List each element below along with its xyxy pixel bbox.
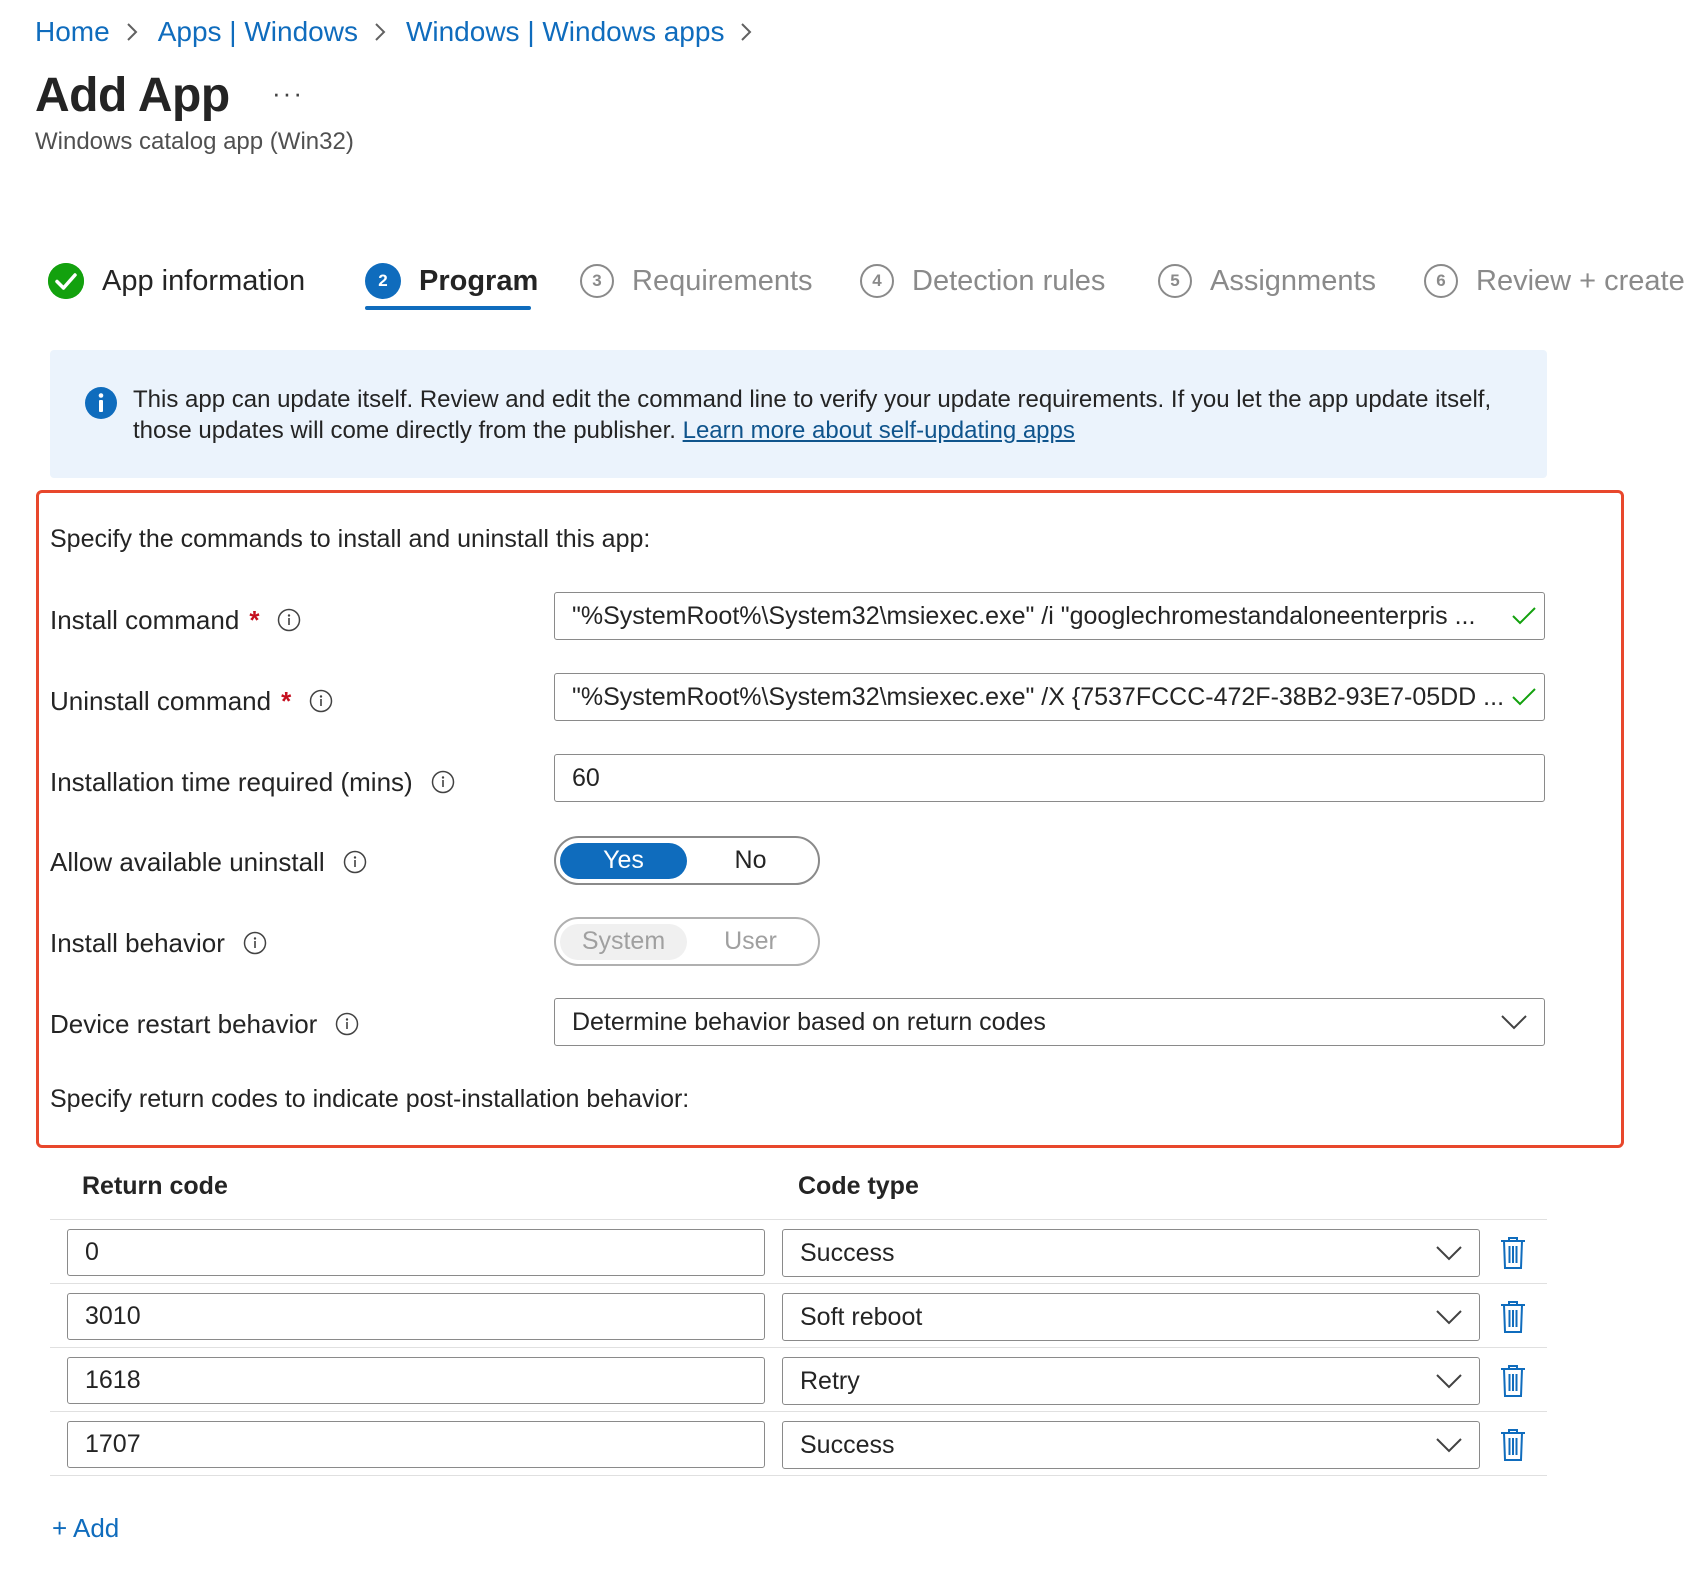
selected-value: Retry bbox=[800, 1366, 860, 1395]
toggle-option-system: System bbox=[560, 924, 687, 960]
info-icon[interactable] bbox=[343, 850, 367, 874]
step-label: Assignments bbox=[1210, 264, 1377, 297]
input-value: 1618 bbox=[85, 1366, 141, 1394]
chevron-down-icon bbox=[1419, 1437, 1479, 1453]
chevron-down-icon bbox=[1484, 1014, 1544, 1030]
input-value: "%SystemRoot%\System32\msiexec.exe" /X {7537FCCC-472F-38B2-93E7-05DD ... bbox=[572, 682, 1504, 711]
breadcrumb bbox=[35, 12, 772, 52]
step-number: 3 bbox=[580, 264, 614, 298]
checkmark-icon bbox=[1504, 687, 1544, 707]
toggle-option-user: User bbox=[724, 927, 777, 955]
column-header-return-code: Return code bbox=[82, 1172, 228, 1200]
more-options-button[interactable]: ··· bbox=[272, 78, 304, 108]
uninstall-command-input[interactable] bbox=[554, 673, 1545, 721]
required-marker: * bbox=[281, 685, 292, 716]
chevron-down-icon bbox=[1419, 1309, 1479, 1325]
banner-message bbox=[133, 384, 1533, 446]
info-icon[interactable] bbox=[243, 931, 267, 955]
input-value: 3010 bbox=[85, 1302, 141, 1330]
chevron-down-icon bbox=[1419, 1373, 1479, 1389]
input-value: 60 bbox=[572, 763, 600, 792]
input-value: 1707 bbox=[85, 1430, 141, 1458]
selected-value: Soft reboot bbox=[800, 1302, 923, 1331]
wizard-steps bbox=[48, 250, 1688, 320]
field-label: Install behavior bbox=[50, 927, 225, 958]
table-divider bbox=[50, 1219, 1547, 1220]
uninstall-command-label bbox=[50, 681, 333, 721]
table-divider bbox=[50, 1283, 1547, 1284]
add-return-code-button[interactable]: + Add bbox=[52, 1513, 120, 1543]
breadcrumb-apps-windows[interactable]: Apps | Windows bbox=[157, 16, 358, 47]
tab-app-information[interactable] bbox=[48, 250, 305, 312]
step-label: Program bbox=[419, 264, 539, 297]
checkmark-circle-icon bbox=[48, 263, 84, 299]
info-icon bbox=[84, 386, 118, 425]
delete-icon[interactable] bbox=[1496, 1233, 1530, 1273]
delete-icon[interactable] bbox=[1496, 1297, 1530, 1337]
field-label: Uninstall command bbox=[50, 685, 272, 716]
code-type-dropdown[interactable] bbox=[782, 1421, 1480, 1469]
field-label: Allow available uninstall bbox=[50, 846, 325, 877]
code-type-dropdown[interactable] bbox=[782, 1293, 1480, 1341]
chevron-right-icon bbox=[724, 17, 772, 47]
tab-review-create[interactable] bbox=[1424, 250, 1685, 312]
breadcrumb-home[interactable]: Home bbox=[35, 16, 110, 47]
code-type-dropdown[interactable] bbox=[782, 1357, 1480, 1405]
field-label: Device restart behavior bbox=[50, 1008, 318, 1039]
highlight-frame bbox=[36, 490, 1624, 1148]
info-icon[interactable] bbox=[335, 1012, 359, 1036]
tab-assignments[interactable] bbox=[1158, 250, 1376, 312]
table-divider bbox=[50, 1411, 1547, 1412]
chevron-right-icon bbox=[358, 17, 406, 47]
field-label: Installation time required (mins) bbox=[50, 766, 413, 797]
active-tab-indicator bbox=[365, 306, 531, 310]
delete-icon[interactable] bbox=[1496, 1361, 1530, 1401]
code-type-dropdown[interactable] bbox=[782, 1229, 1480, 1277]
field-label: Install command bbox=[50, 604, 240, 635]
breadcrumb-windows-apps[interactable]: Windows | Windows apps bbox=[405, 16, 725, 47]
banner-text: This app can update itself. Review and edit the command line to verify your update requirements. If you let the app update itself, those updates will come directly from the publisher. bbox=[133, 386, 1492, 444]
return-code-input[interactable] bbox=[67, 1229, 765, 1276]
chevron-right-icon bbox=[110, 17, 158, 47]
toggle-option-yes[interactable]: Yes bbox=[560, 843, 687, 879]
allow-uninstall-label bbox=[50, 842, 367, 882]
page-title: Add App bbox=[35, 69, 230, 122]
install-behavior-label bbox=[50, 923, 267, 963]
step-label: Detection rules bbox=[912, 264, 1106, 297]
install-command-input[interactable] bbox=[554, 592, 1545, 640]
tab-detection-rules[interactable] bbox=[860, 250, 1105, 312]
step-number: 2 bbox=[365, 263, 401, 299]
restart-behavior-label bbox=[50, 1004, 359, 1044]
restart-behavior-dropdown[interactable] bbox=[554, 998, 1545, 1046]
selected-value: Determine behavior based on return codes bbox=[572, 1007, 1046, 1036]
return-code-input[interactable] bbox=[67, 1357, 765, 1404]
input-value: 0 bbox=[85, 1238, 99, 1266]
allow-uninstall-toggle[interactable] bbox=[554, 836, 820, 885]
tab-program[interactable] bbox=[365, 250, 538, 312]
step-number: 4 bbox=[860, 264, 894, 298]
step-label: App information bbox=[102, 264, 306, 297]
commands-heading: Specify the commands to install and uninstall this app: bbox=[50, 525, 651, 553]
install-time-input[interactable] bbox=[554, 754, 1545, 802]
column-header-code-type: Code type bbox=[798, 1172, 919, 1200]
step-number: 6 bbox=[1424, 264, 1458, 298]
info-banner bbox=[50, 350, 1547, 478]
checkmark-icon bbox=[1504, 606, 1544, 626]
learn-more-link[interactable]: Learn more about self-updating apps bbox=[682, 417, 1075, 444]
tab-requirements[interactable] bbox=[580, 250, 813, 312]
install-command-label bbox=[50, 600, 301, 640]
chevron-down-icon bbox=[1419, 1245, 1479, 1261]
install-behavior-toggle bbox=[554, 917, 820, 966]
info-icon[interactable] bbox=[277, 608, 301, 632]
selected-value: Success bbox=[800, 1430, 895, 1459]
page-subtitle: Windows catalog app (Win32) bbox=[35, 128, 354, 155]
table-divider bbox=[50, 1475, 1547, 1476]
install-time-label bbox=[50, 762, 455, 802]
delete-icon[interactable] bbox=[1496, 1425, 1530, 1465]
table-divider bbox=[50, 1347, 1547, 1348]
input-value: "%SystemRoot%\System32\msiexec.exe" /i "googlechromestandaloneenterpris ... bbox=[572, 601, 1476, 630]
toggle-option-no[interactable]: No bbox=[734, 846, 767, 874]
return-code-input[interactable] bbox=[67, 1421, 765, 1468]
info-icon[interactable] bbox=[309, 689, 333, 713]
info-icon[interactable] bbox=[431, 770, 455, 794]
step-number: 5 bbox=[1158, 264, 1192, 298]
return-code-input[interactable] bbox=[67, 1293, 765, 1340]
step-label: Requirements bbox=[632, 264, 813, 297]
required-marker: * bbox=[249, 604, 260, 635]
return-codes-heading: Specify return codes to indicate post-installation behavior: bbox=[50, 1085, 690, 1113]
selected-value: Success bbox=[800, 1238, 895, 1267]
step-label: Review + create bbox=[1476, 264, 1685, 297]
